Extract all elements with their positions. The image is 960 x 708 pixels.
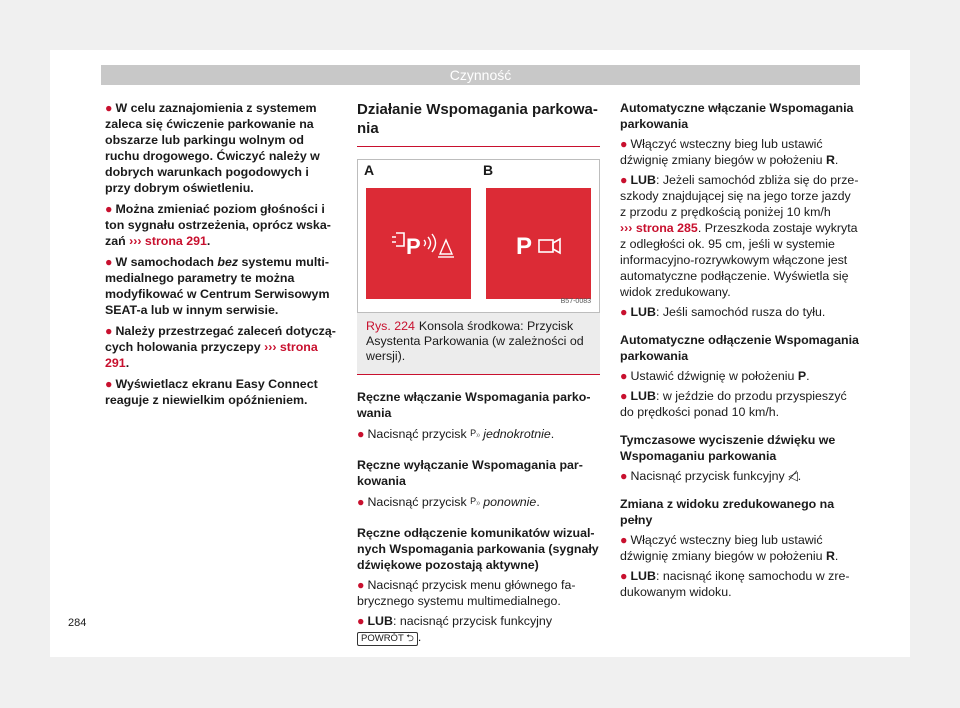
list-item: ● Wyświetlacz ekranu Easy Connect reaguje z niewielkim opóźnieniem. [105, 377, 318, 407]
return-arrow-icon: ⮌ [406, 632, 414, 644]
bullet-icon: ● [105, 324, 113, 338]
figure-code: B57-0083 [560, 298, 591, 305]
bullet-icon: ● [105, 377, 113, 391]
page-reference-link[interactable]: ››› strona 291 [129, 234, 207, 248]
figure [357, 159, 600, 313]
svg-text:P: P [516, 233, 533, 260]
list-item: ● LUB: nacisnąć przycisk funkcyjny POWRÓT ⮌ . [357, 613, 553, 644]
bullet-icon: ● [620, 533, 628, 547]
subheading: Automatyczne odłączenie Wspomagania parkowania [620, 333, 859, 363]
subheading: Tymczasowe wyciszenie dźwięku we Wspomaganiu parkowania [620, 433, 836, 463]
auto-off-section [620, 332, 860, 420]
bullet-icon: ● [105, 255, 113, 269]
bullet-icon: ● [105, 101, 113, 115]
page-reference-link[interactable]: ››› strona 285 [620, 221, 698, 235]
figure-label-a: A [364, 162, 375, 178]
auto-on-section [620, 100, 860, 320]
divider [357, 146, 600, 147]
parking-button-panel-b [486, 188, 591, 299]
bullet-icon: ● [620, 369, 628, 383]
bullet-icon: ● [357, 613, 365, 628]
bullet-icon: ● [620, 173, 628, 187]
section-title: Działanie Wspomagania parkowania [357, 101, 598, 137]
parking-button-panel-a [366, 188, 471, 299]
middle-column [357, 100, 600, 658]
full-view-section [620, 496, 860, 600]
back-button[interactable]: POWRÓT ⮌ [357, 632, 418, 646]
list-item: ● LUB: Jeżeli samochód zbliża się do przeszkody znajdującej się na jego torze jazdy z przodu z prędkością poniżej 10 km/h ››› strona 285. Przeszkoda zostaje wykryta z odległości ok. 95 cm, jeśli w systemie informacyjno-rozrywkowym włączone jest automatyczne podłączenie. Wyświetla się widok zredukowany. [620, 173, 859, 299]
bullet-icon: ● [620, 469, 628, 483]
list-item: ● Nacisnąć przycisk $P_{^{))}}$ ponownie. [357, 493, 600, 513]
page-number: 284 [68, 617, 87, 629]
park-assist-sensor-icon [366, 188, 471, 299]
list-item: ● Można zmieniać poziom głośności i ton sygnału ostrzeżenia, oprócz wskazań ››› strona 291. [105, 202, 331, 248]
bullet-icon: ● [620, 389, 628, 403]
list-item: ● Należy przestrzegać zaleceń dotyczących holowania przyczepy ››› strona 291. [105, 324, 336, 370]
list-item: ● Włączyć wsteczny bieg lub ustawić dźwignię zmiany biegów w położeniu R. [620, 137, 839, 167]
list-item: ● LUB: w jeździe do przodu przyspieszyć do prędkości ponad 10 km/h. [620, 389, 847, 419]
page-reference-link[interactable]: ››› strona 291 [105, 340, 318, 370]
divider [357, 374, 600, 375]
bullet-icon: ● [357, 494, 365, 509]
subheading: Zmiana z widoku zredukowanego na pełny [620, 497, 835, 527]
figure-label-b: B [483, 162, 494, 178]
list-item: ● Ustawić dźwignię w położeniu P. [620, 369, 810, 383]
park-assist-button-icon: $P_{^{))}}$ [470, 428, 480, 441]
list-item: ● Włączyć wsteczny bieg lub ustawić dźwignię zmiany biegów w położeniu R. [620, 533, 839, 563]
left-column [105, 100, 337, 413]
caption-text: Konsola środkowa: Przycisk Asystenta Parkowania (w zależności od wersji). [366, 319, 584, 363]
park-assist-button-icon: $P_{^{))}}$ [470, 495, 480, 509]
subheading: Ręczne odłączenie komunikatów wizualnych Wspomagania parkowania (sygnały dźwiękowe pozostają aktywne) [357, 525, 599, 572]
bullet-icon: ● [620, 569, 628, 583]
mute-section [620, 432, 860, 484]
list-item: ● W celu zaznajomienia z systemem zaleca się ćwiczenie parkowanie na obszarze lub parkingu wolnym od ruchu drogowego. Ćwiczyć należy w dobrych warunkach pogodowych i przy dobrym oświetleniu. [105, 101, 320, 195]
subheading: Automatyczne włączanie Wspomagania parkowania [620, 101, 854, 131]
figure-caption [357, 313, 600, 374]
manual-off-section [357, 457, 600, 513]
bullet-icon: ● [357, 427, 365, 442]
list-item: ● LUB: nacisnąć ikonę samochodu w zredukowanym widoku. [620, 569, 850, 599]
svg-text:P: P [406, 234, 421, 259]
speaker-mute-icon: ◁̸ [788, 469, 798, 483]
subheading: Ręczne włączanie Wspomagania parkowania [357, 390, 591, 420]
disable-visual-section [357, 525, 600, 646]
list-item: ● Nacisnąć przycisk funkcyjny ◁̸. [620, 469, 802, 483]
right-column [620, 100, 860, 612]
page-header: Czynność [101, 65, 860, 85]
caption-tag: Rys. 224 [366, 319, 415, 333]
list-item: ● Nacisnąć przycisk menu głównego fabrycznego systemu multimedialnego. [357, 577, 576, 608]
bullet-icon: ● [620, 137, 628, 151]
list-item: ● W samochodach bez systemu multimedialnego parametry te można modyfikować w Centrum Serwisowym SEAT-a lub w innym serwisie. [105, 255, 330, 317]
park-camera-icon [486, 188, 591, 299]
subheading: Ręczne wyłączanie Wspomagania parkowania [357, 457, 583, 488]
bullet-icon: ● [105, 202, 113, 216]
bullet-icon: ● [357, 577, 365, 592]
list-item: ● Nacisnąć przycisk $P_{^{))}}$ jednokrotnie. [357, 425, 600, 445]
bullet-icon: ● [620, 305, 628, 319]
list-item: ● LUB: Jeśli samochód rusza do tyłu. [620, 305, 826, 319]
manual-on-section [357, 389, 600, 445]
